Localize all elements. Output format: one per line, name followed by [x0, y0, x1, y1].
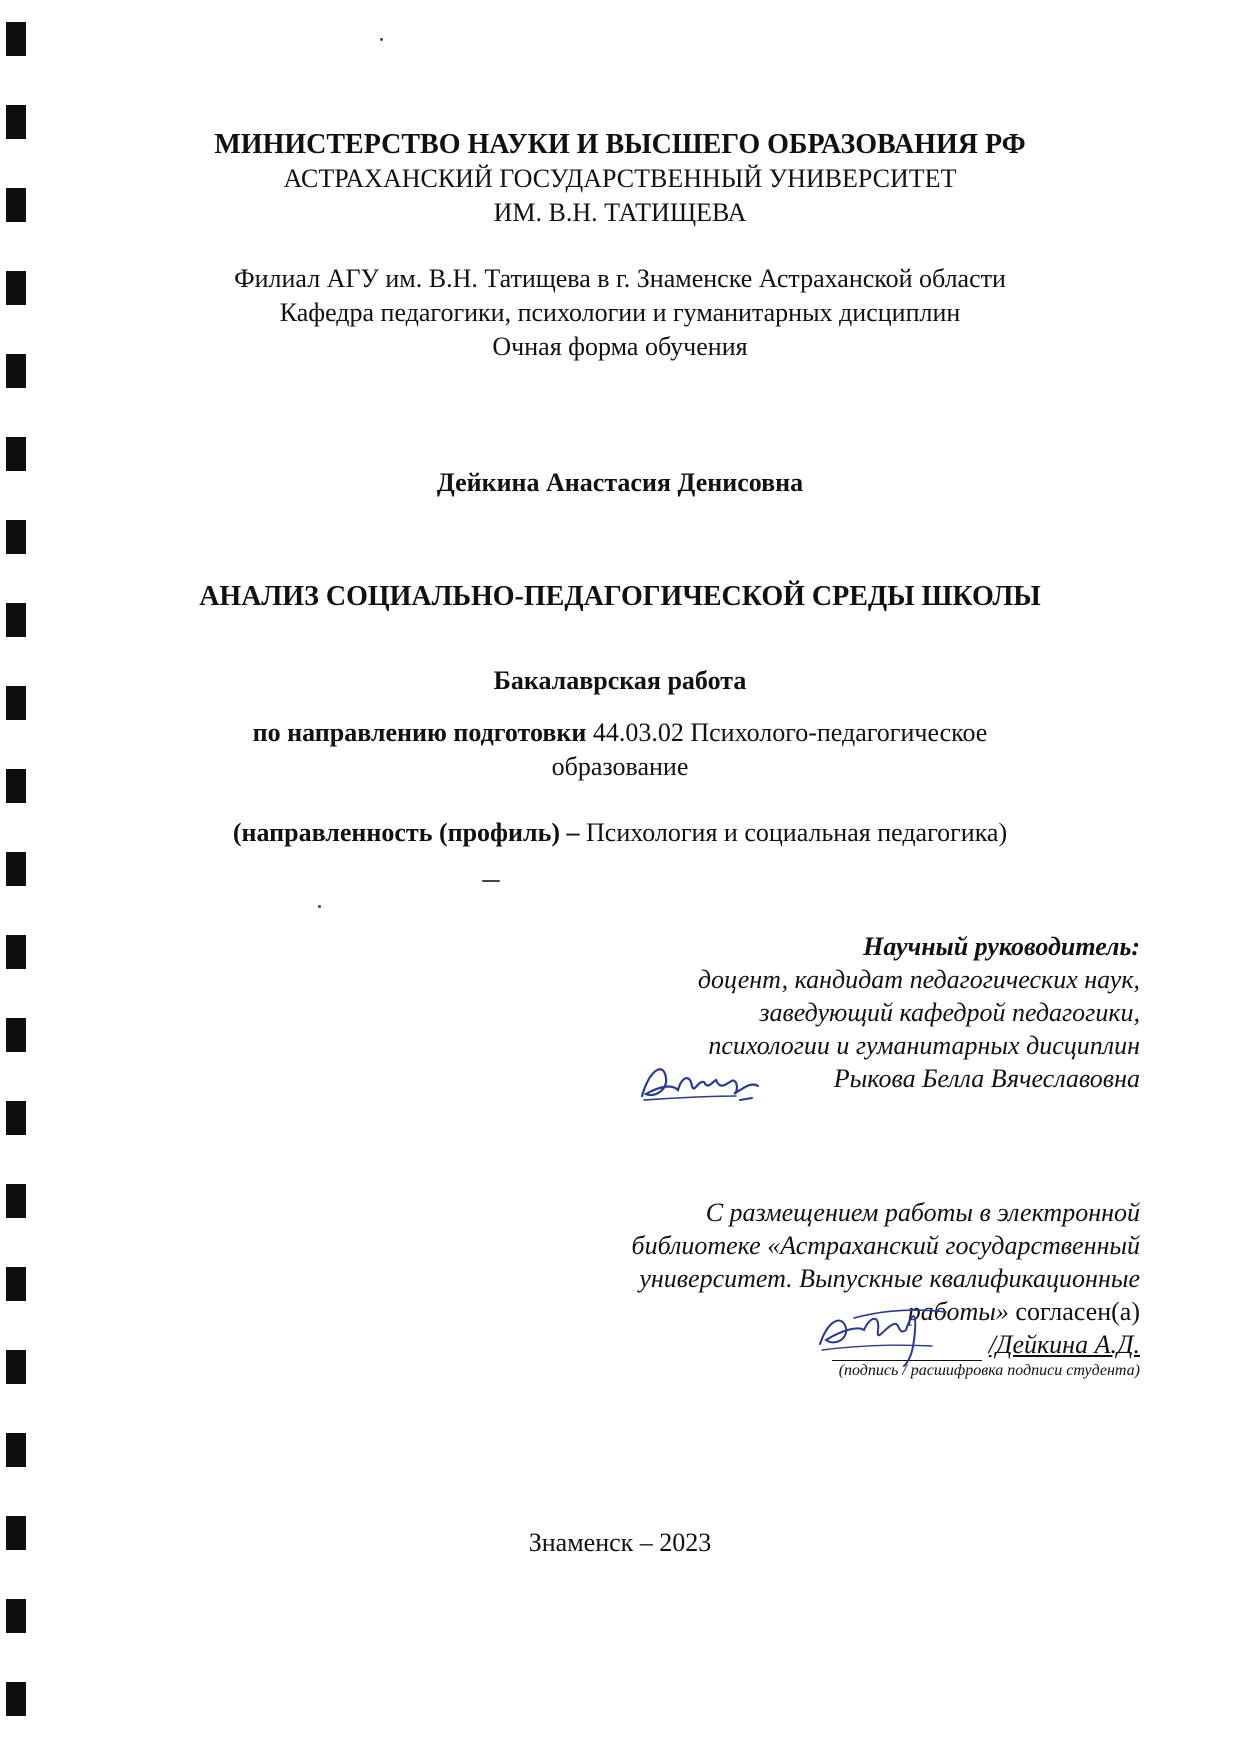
- supervisor-signature: [636, 1056, 776, 1114]
- university-name-line2: ИМ. В.Н. ТАТИЩЕВА: [493, 198, 747, 227]
- branch-name: Филиал АГУ им. В.Н. Татищева в г. Знаменске Астраханской области: [234, 264, 1006, 293]
- binding-mark: [6, 1101, 26, 1135]
- work-type: Бакалаврская работа: [493, 666, 747, 695]
- supervisor-degree: доцент, кандидат педагогических наук,: [697, 965, 1140, 994]
- binding-mark: [6, 1433, 26, 1467]
- thesis-title: АНАЛИЗ СОЦИАЛЬНО-ПЕДАГОГИЧЕСКОЙ СРЕДЫ ШКОЛЫ: [199, 581, 1041, 612]
- student-signature-name: /Дейкина А.Д.: [988, 1330, 1140, 1359]
- scan-speck: [380, 38, 383, 41]
- supervisor-name: Рыкова Белла Вячеславовна: [833, 1064, 1140, 1093]
- university-name: АСТРАХАНСКИЙ ГОСУДАРСТВЕННЫЙ УНИВЕРСИТЕТ: [283, 164, 957, 193]
- binding-mark: [6, 1184, 26, 1218]
- binding-mark: [6, 1350, 26, 1384]
- consent-agreement: согласен(а): [1015, 1297, 1140, 1326]
- department-name: Кафедра педагогики, психологии и гуманитарных дисциплин: [279, 298, 961, 327]
- binding-mark: [6, 852, 26, 886]
- scan-speck: [482, 880, 500, 882]
- supervisor-position: заведующий кафедрой педагогики,: [759, 998, 1140, 1027]
- consent-line1: С размещением работы в электронной: [705, 1198, 1140, 1227]
- supervisor-label: Научный руководитель:: [863, 932, 1140, 961]
- city-year: Знаменск – 2023: [528, 1528, 712, 1557]
- binding-mark: [6, 22, 26, 56]
- binding-mark: [6, 1599, 26, 1633]
- direction-label: по направлению подготовки: [252, 718, 587, 747]
- scan-speck: [318, 905, 321, 908]
- supervisor-position-line2: психологии и гуманитарных дисциплин: [708, 1031, 1140, 1060]
- binding-mark: [6, 935, 26, 969]
- direction-line: [0, 716, 1240, 749]
- profile-line: [0, 816, 1240, 849]
- profile-value: Психология и социальная педагогика): [586, 818, 1008, 847]
- consent-line4-italic: работы»: [907, 1297, 1009, 1326]
- direction-value: 44.03.02 Психолого-педагогическое: [592, 718, 988, 747]
- consent-line2: библиотеке «Астраханский государственный: [631, 1231, 1140, 1260]
- binding-mark: [6, 1682, 26, 1716]
- binding-mark: [6, 1267, 26, 1301]
- binding-mark: [6, 520, 26, 554]
- author-name: Дейкина Анастасия Денисовна: [436, 468, 804, 497]
- signature-caption: (подпись / расшифровка подписи студента): [838, 1362, 1140, 1379]
- ministry-heading: МИНИСТЕРСТВО НАУКИ И ВЫСШЕГО ОБРАЗОВАНИЯ РФ: [214, 129, 1026, 160]
- profile-label: (направленность (профиль) –: [232, 818, 580, 847]
- binding-mark: [6, 1018, 26, 1052]
- direction-value-line2: образование: [551, 752, 689, 781]
- consent-line3: университет. Выпускные квалификационные: [639, 1264, 1140, 1293]
- study-form: Очная форма обучения: [492, 332, 748, 361]
- student-signature: [814, 1300, 954, 1368]
